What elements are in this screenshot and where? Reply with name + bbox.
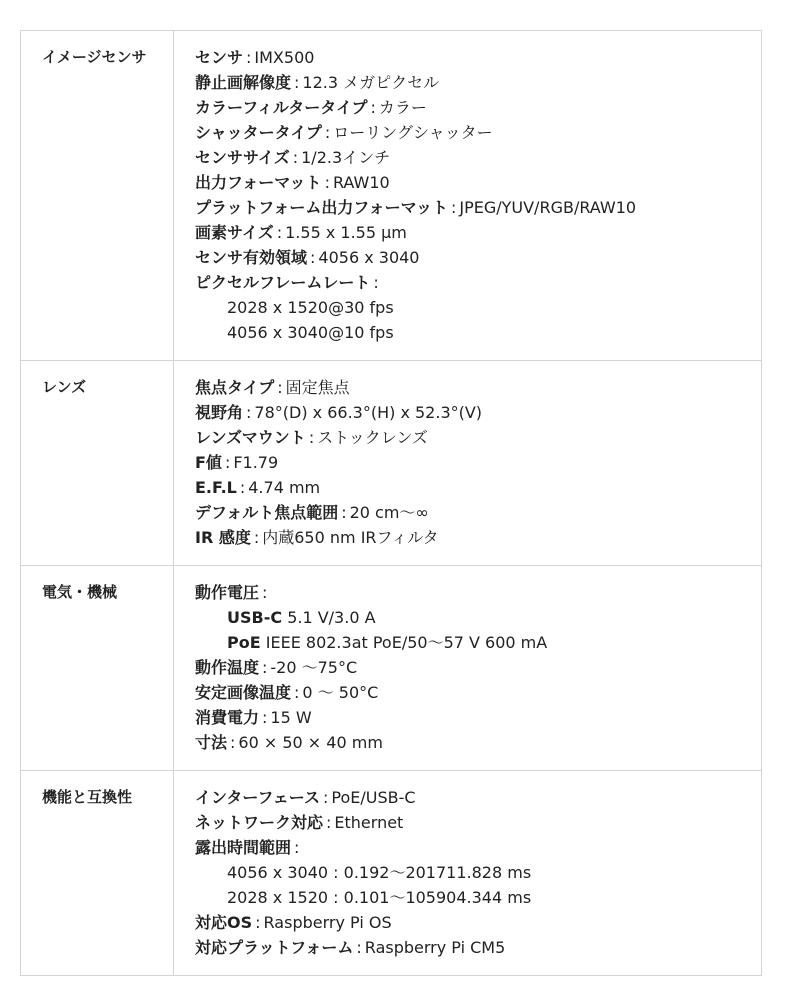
spec-key: E.F.L: [195, 478, 237, 497]
spec-line: [195, 835, 761, 860]
spec-separator: :: [341, 503, 347, 522]
spec-key: 視野角: [195, 403, 244, 422]
spec-value: 固定焦点: [285, 378, 350, 397]
spec-separator: :: [276, 223, 283, 242]
spec-key: カラーフィルタータイプ: [195, 98, 368, 117]
spec-line: [195, 220, 761, 245]
spec-line: [195, 295, 761, 320]
spec-key: レンズマウント: [195, 428, 306, 447]
spec-value: 4056 x 3040 : 0.192〜201711.828 ms: [227, 863, 532, 882]
spec-line: [195, 705, 761, 730]
spec-key: 画素サイズ: [195, 223, 274, 242]
spec-separator: :: [246, 403, 252, 422]
spec-value: 12.3 メガピクセル: [302, 73, 440, 92]
spec-key: 動作温度: [195, 658, 260, 677]
spec-key: センサ有効領域: [195, 248, 308, 267]
spec-separator: :: [262, 658, 268, 677]
spec-key: 出力フォーマット: [195, 173, 322, 192]
spec-separator: :: [230, 733, 236, 752]
spec-value: 4.74 mm: [248, 478, 321, 497]
spec-key: 対応プラットフォーム: [195, 938, 354, 957]
spec-key: 安定画像温度: [195, 683, 292, 702]
spec-separator: :: [326, 813, 332, 832]
spec-value: ストックレンズ: [317, 428, 428, 447]
spec-value: Raspberry Pi CM5: [364, 938, 506, 957]
spec-separator: :: [450, 198, 457, 217]
spec-line: [195, 935, 761, 960]
spec-key: PoE: [227, 633, 261, 652]
spec-value: 5.1 V/3.0 A: [287, 608, 376, 627]
spec-separator: :: [308, 428, 315, 447]
spec-separator: :: [292, 148, 299, 167]
spec-line: [195, 70, 761, 95]
spec-separator: :: [253, 528, 260, 547]
spec-separator: :: [262, 583, 268, 602]
spec-line: [195, 680, 761, 705]
spec-separator: :: [310, 248, 316, 267]
spec-line: [195, 910, 761, 935]
spec-value: 4056 x 3040@10 fps: [227, 323, 394, 342]
spec-value: IEEE 802.3at PoE/50〜57 V 600 mA: [265, 633, 548, 652]
spec-key: センサ: [195, 48, 244, 67]
spec-value: 15 W: [270, 708, 312, 727]
spec-key: デフォルト焦点範囲: [195, 503, 339, 522]
spec-line: [195, 525, 761, 550]
spec-value: 1/2.3インチ: [301, 148, 391, 167]
spec-value: Raspberry Pi OS: [263, 913, 392, 932]
spec-row: [21, 361, 762, 566]
spec-key: 消費電力: [195, 708, 260, 727]
spec-key: プラットフォーム出力フォーマット: [195, 198, 448, 217]
spec-value: -20 〜75°C: [270, 658, 358, 677]
spec-line: [195, 730, 761, 755]
spec-value: IMX500: [254, 48, 315, 67]
spec-key: 対応OS: [195, 913, 253, 932]
spec-value: 78°(D) x 66.3°(H) x 52.3°(V): [254, 403, 483, 422]
spec-separator: :: [277, 378, 283, 397]
spec-separator: :: [324, 173, 330, 192]
spec-values: [174, 31, 762, 361]
spec-separator: :: [239, 478, 246, 497]
spec-row: [21, 31, 762, 361]
spec-key: シャッタータイプ: [195, 123, 322, 142]
spec-line: [195, 95, 761, 120]
spec-table: [20, 30, 762, 976]
spec-value: 20 cm〜∞: [349, 503, 429, 522]
spec-line: [195, 630, 761, 655]
spec-value: Ethernet: [334, 813, 404, 832]
spec-line: [195, 605, 761, 630]
spec-line: [195, 450, 761, 475]
spec-values: [174, 566, 762, 771]
spec-line: [195, 885, 761, 910]
spec-value: F1.79: [233, 453, 279, 472]
spec-line: [195, 425, 761, 450]
spec-value: ローリングシャッター: [333, 123, 493, 142]
spec-key: インターフェース: [195, 788, 320, 807]
spec-key: USB-C: [227, 608, 283, 627]
spec-separator: :: [246, 48, 252, 67]
spec-value: 1.55 x 1.55 µm: [285, 223, 407, 242]
spec-line: [195, 45, 761, 70]
spec-values: [174, 771, 762, 976]
spec-key: ネットワーク対応: [195, 813, 324, 832]
spec-separator: :: [294, 838, 300, 857]
spec-separator: :: [224, 453, 231, 472]
spec-key: 焦点タイプ: [195, 378, 275, 397]
spec-line: [195, 245, 761, 270]
spec-line: [195, 500, 761, 525]
spec-separator: :: [324, 123, 331, 142]
spec-value: 60 × 50 × 40 mm: [238, 733, 383, 752]
spec-line: [195, 320, 761, 345]
spec-key: 静止画解像度: [195, 73, 292, 92]
spec-value: PoE/USB-C: [331, 788, 416, 807]
spec-value: 2028 x 1520 : 0.101〜105904.344 ms: [227, 888, 532, 907]
spec-line: [195, 145, 761, 170]
spec-line: [195, 810, 761, 835]
spec-line: [195, 580, 761, 605]
spec-key: センササイズ: [195, 148, 290, 167]
spec-separator: :: [294, 683, 300, 702]
spec-line: [195, 400, 761, 425]
spec-key: 露出時間範囲: [195, 838, 292, 857]
spec-category: 機能と互換性: [21, 771, 174, 976]
spec-line: [195, 375, 761, 400]
spec-category: 電気・機械: [21, 566, 174, 771]
spec-key: ピクセルフレームレート: [195, 273, 371, 292]
spec-table-body: [21, 31, 762, 976]
spec-category: レンズ: [21, 361, 174, 566]
spec-value: 4056 x 3040: [318, 248, 420, 267]
spec-value: 2028 x 1520@30 fps: [227, 298, 394, 317]
spec-separator: :: [370, 98, 376, 117]
spec-separator: :: [373, 273, 379, 292]
spec-line: [195, 785, 761, 810]
spec-line: [195, 170, 761, 195]
spec-category: イメージセンサ: [21, 31, 174, 361]
spec-row: [21, 771, 762, 976]
spec-value: 0 〜 50°C: [302, 683, 379, 702]
spec-line: [195, 475, 761, 500]
spec-key: F値: [195, 453, 222, 472]
spec-line: [195, 655, 761, 680]
spec-value: JPEG/YUV/RGB/RAW10: [459, 198, 637, 217]
spec-value: 内蔵650 nm IRフィルタ: [262, 528, 439, 547]
spec-row: [21, 566, 762, 771]
spec-line: [195, 860, 761, 885]
spec-separator: :: [356, 938, 362, 957]
spec-values: [174, 361, 762, 566]
spec-key: IR 感度: [195, 528, 251, 547]
spec-line: [195, 195, 761, 220]
spec-value: カラー: [378, 98, 427, 117]
spec-line: [195, 270, 761, 295]
spec-key: 動作電圧: [195, 583, 260, 602]
spec-separator: :: [255, 913, 261, 932]
spec-value: RAW10: [332, 173, 390, 192]
spec-separator: :: [294, 73, 300, 92]
spec-separator: :: [262, 708, 268, 727]
spec-separator: :: [322, 788, 329, 807]
spec-key: 寸法: [195, 733, 228, 752]
spec-line: [195, 120, 761, 145]
